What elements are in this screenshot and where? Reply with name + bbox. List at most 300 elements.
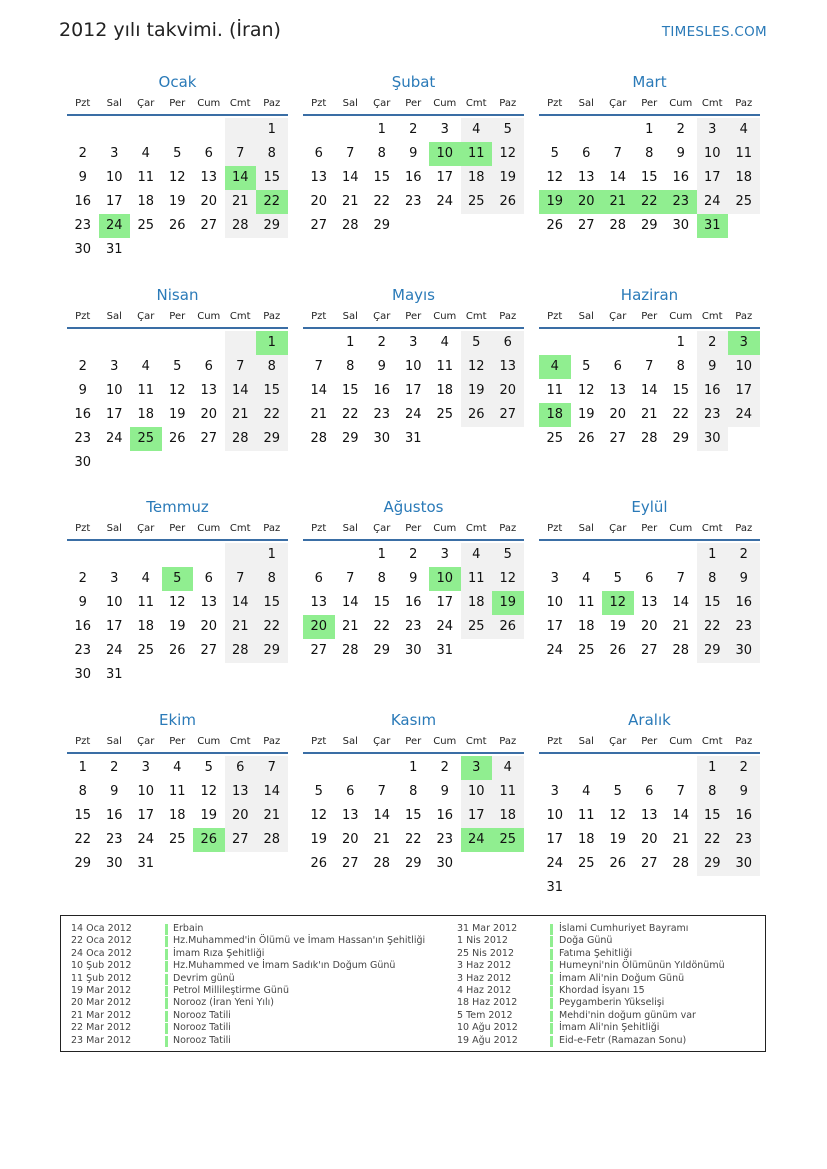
day-cell: 10 xyxy=(461,780,493,804)
weekday-label: Cmt xyxy=(229,98,251,109)
day-cell: 28 xyxy=(373,856,391,871)
day-cell: 3 xyxy=(440,122,449,137)
holiday-marker xyxy=(550,1036,553,1047)
empty-cell xyxy=(571,876,603,900)
weekday-label: Sal xyxy=(578,98,594,109)
day-cell: 17 xyxy=(697,166,729,190)
empty-cell xyxy=(665,876,697,900)
weekday-label: Cmt xyxy=(701,98,723,109)
day-cell: 27 xyxy=(200,218,218,233)
day-cell: 7 xyxy=(346,146,355,161)
weekday-label: Cmt xyxy=(701,311,723,322)
holiday-marker xyxy=(550,924,553,935)
page-title: 2012 yılı takvimi. (İran) xyxy=(59,19,281,41)
weekday-label: Pzt xyxy=(547,311,563,322)
day-cell: 11 xyxy=(546,383,564,398)
empty-cell xyxy=(225,663,257,687)
day-cell: 8 xyxy=(697,780,729,804)
holiday-name: Hz.Muhammed ve İmam Sadık'ın Doğum Günü xyxy=(173,960,396,972)
day-cell: 12 xyxy=(602,591,634,615)
day-cell: 23 xyxy=(74,643,92,658)
weekday-label: Çar xyxy=(137,311,155,322)
day-cell: 10 xyxy=(546,808,564,823)
weekday-label: Paz xyxy=(735,736,753,747)
day-cell: 21 xyxy=(672,832,690,847)
empty-cell xyxy=(634,876,666,900)
holiday-date: 19 Mar 2012 xyxy=(71,984,132,996)
day-cell: 11 xyxy=(577,808,595,823)
day-grid xyxy=(539,543,760,663)
day-cell: 10 xyxy=(404,359,422,374)
day-cell: 23 xyxy=(74,431,92,446)
day-cell: 11 xyxy=(492,780,524,804)
day-cell: 4 xyxy=(461,543,493,567)
day-cell: 19 xyxy=(461,379,493,403)
day-cell: 14 xyxy=(256,780,288,804)
day-cell: 28 xyxy=(609,218,627,233)
empty-cell xyxy=(728,214,760,238)
empty-cell xyxy=(539,331,571,355)
holiday-marker xyxy=(165,936,168,947)
empty-cell xyxy=(130,118,162,142)
day-cell: 12 xyxy=(200,784,218,799)
empty-cell xyxy=(193,238,225,262)
day-cell: 21 xyxy=(373,832,391,847)
holiday-column-right xyxy=(457,923,757,1047)
month-divider xyxy=(303,327,524,329)
day-cell: 11 xyxy=(461,567,493,591)
empty-cell xyxy=(162,331,194,355)
day-cell: 4 xyxy=(461,118,493,142)
day-cell: 13 xyxy=(310,170,328,185)
day-cell: 8 xyxy=(377,571,386,586)
day-cell: 13 xyxy=(640,595,658,610)
holiday-row xyxy=(457,985,757,997)
empty-cell xyxy=(697,876,729,900)
day-cell: 22 xyxy=(256,190,288,214)
day-cell: 30 xyxy=(74,667,92,682)
day-cell: 18 xyxy=(137,407,155,422)
weekday-label: Pzt xyxy=(75,523,91,534)
day-cell: 10 xyxy=(105,383,123,398)
day-cell: 21 xyxy=(341,619,359,634)
month-name: Eylül xyxy=(631,498,668,516)
holiday-name: Eid-e-Fetr (Ramazan Sonu) xyxy=(559,1034,687,1046)
day-cell: 9 xyxy=(409,146,418,161)
weekday-label: Cum xyxy=(669,98,693,109)
holiday-row xyxy=(71,1010,411,1022)
day-cell: 14 xyxy=(225,591,257,615)
day-cell: 6 xyxy=(582,146,591,161)
month-0 xyxy=(67,72,288,262)
day-cell: 7 xyxy=(225,567,257,591)
weekday-label: Çar xyxy=(137,98,155,109)
holiday-row xyxy=(457,923,757,935)
holiday-row xyxy=(71,985,411,997)
day-cell: 7 xyxy=(676,571,685,586)
day-grid xyxy=(67,543,288,687)
day-cell: 21 xyxy=(640,407,658,422)
day-cell: 15 xyxy=(373,595,391,610)
empty-cell xyxy=(728,876,760,900)
weekday-label: Per xyxy=(641,736,658,747)
weekday-header xyxy=(539,94,760,114)
day-cell: 24 xyxy=(137,832,155,847)
day-cell: 30 xyxy=(672,218,690,233)
day-cell: 17 xyxy=(105,407,123,422)
day-cell: 21 xyxy=(256,804,288,828)
weekday-label: Çar xyxy=(373,311,391,322)
day-cell: 21 xyxy=(310,407,328,422)
empty-cell xyxy=(303,118,335,142)
empty-cell xyxy=(492,852,524,876)
day-cell: 2 xyxy=(728,756,760,780)
holiday-row xyxy=(71,948,411,960)
day-cell: 14 xyxy=(225,379,257,403)
day-cell: 23 xyxy=(697,403,729,427)
holiday-row xyxy=(457,960,757,972)
holiday-name: Peygamberin Yükselişi xyxy=(559,997,665,1009)
weekday-label: Per xyxy=(405,311,422,322)
day-cell: 5 xyxy=(204,760,213,775)
day-cell: 3 xyxy=(110,571,119,586)
weekday-label: Paz xyxy=(263,98,281,109)
weekday-label: Pzt xyxy=(547,523,563,534)
day-cell: 27 xyxy=(200,643,218,658)
empty-cell xyxy=(225,331,257,355)
day-cell: 8 xyxy=(256,567,288,591)
empty-cell xyxy=(602,756,634,780)
day-cell: 22 xyxy=(256,615,288,639)
weekday-label: Pzt xyxy=(547,736,563,747)
day-cell: 11 xyxy=(137,595,155,610)
day-cell: 23 xyxy=(373,407,391,422)
empty-cell xyxy=(634,543,666,567)
empty-cell xyxy=(335,118,367,142)
weekday-label: Per xyxy=(169,736,186,747)
day-cell: 31 xyxy=(105,667,123,682)
day-cell: 28 xyxy=(672,643,690,658)
weekday-label: Çar xyxy=(609,736,627,747)
day-cell: 31 xyxy=(105,242,123,257)
weekday-label: Çar xyxy=(609,98,627,109)
day-cell: 30 xyxy=(728,639,760,663)
holiday-name: Norooz Tatili xyxy=(173,1034,231,1046)
empty-cell xyxy=(130,331,162,355)
empty-cell xyxy=(335,543,367,567)
holiday-row xyxy=(71,997,411,1009)
day-cell: 26 xyxy=(168,643,186,658)
day-cell: 31 xyxy=(546,880,564,895)
weekday-label: Paz xyxy=(735,311,753,322)
day-cell: 18 xyxy=(577,832,595,847)
day-cell: 8 xyxy=(256,142,288,166)
holiday-marker xyxy=(165,986,168,997)
holiday-date: 11 Şub 2012 xyxy=(71,972,132,984)
day-cell: 12 xyxy=(168,170,186,185)
day-cell: 27 xyxy=(341,856,359,871)
weekday-label: Cum xyxy=(669,736,693,747)
empty-cell xyxy=(256,852,288,876)
empty-cell xyxy=(225,852,257,876)
day-cell: 4 xyxy=(728,118,760,142)
day-cell: 31 xyxy=(137,856,155,871)
weekday-label: Per xyxy=(405,98,422,109)
weekday-label: Per xyxy=(405,523,422,534)
day-cell: 16 xyxy=(436,808,454,823)
day-cell: 22 xyxy=(697,828,729,852)
day-cell: 25 xyxy=(461,615,493,639)
holiday-name: Khordad İsyanı 15 xyxy=(559,984,645,996)
day-cell: 18 xyxy=(168,808,186,823)
holiday-row xyxy=(457,973,757,985)
day-cell: 6 xyxy=(645,571,654,586)
day-cell: 24 xyxy=(105,431,123,446)
day-cell: 27 xyxy=(310,643,328,658)
weekday-header xyxy=(539,519,760,539)
day-cell: 22 xyxy=(373,194,391,209)
day-cell: 20 xyxy=(225,804,257,828)
month-1 xyxy=(303,72,524,238)
day-cell: 27 xyxy=(577,218,595,233)
day-cell: 18 xyxy=(436,383,454,398)
day-cell: 7 xyxy=(314,359,323,374)
day-cell: 14 xyxy=(672,808,690,823)
day-cell: 29 xyxy=(256,214,288,238)
weekday-label: Çar xyxy=(373,736,391,747)
holiday-name: İslami Cumhuriyet Bayramı xyxy=(559,923,689,934)
day-cell: 26 xyxy=(168,218,186,233)
holiday-name: Norooz Tatili xyxy=(173,1022,231,1034)
day-cell: 9 xyxy=(697,355,729,379)
day-cell: 16 xyxy=(74,194,92,209)
day-cell: 17 xyxy=(436,170,454,185)
weekday-label: Paz xyxy=(263,523,281,534)
day-cell: 12 xyxy=(492,142,524,166)
holiday-date: 20 Mar 2012 xyxy=(71,997,132,1009)
day-cell: 6 xyxy=(204,146,213,161)
empty-cell xyxy=(162,238,194,262)
day-grid xyxy=(67,756,288,876)
weekday-label: Per xyxy=(169,311,186,322)
day-cell: 11 xyxy=(168,784,186,799)
day-cell: 10 xyxy=(429,142,461,166)
weekday-label: Cmt xyxy=(465,311,487,322)
day-cell: 13 xyxy=(577,170,595,185)
day-cell: 24 xyxy=(99,214,131,238)
day-cell: 2 xyxy=(697,331,729,355)
day-cell: 3 xyxy=(550,784,559,799)
day-cell: 25 xyxy=(577,856,595,871)
holiday-marker xyxy=(550,986,553,997)
day-cell: 26 xyxy=(310,856,328,871)
weekday-label: Sal xyxy=(342,736,358,747)
empty-cell xyxy=(602,876,634,900)
empty-cell xyxy=(492,427,524,451)
day-cell: 28 xyxy=(225,639,257,663)
day-cell: 17 xyxy=(546,832,564,847)
month-11 xyxy=(539,710,760,900)
day-cell: 29 xyxy=(256,427,288,451)
empty-cell xyxy=(99,451,131,475)
day-cell: 8 xyxy=(697,567,729,591)
weekday-label: Sal xyxy=(578,523,594,534)
day-cell: 6 xyxy=(314,571,323,586)
day-cell: 8 xyxy=(676,359,685,374)
holiday-name: Mehdi'nin doğum günüm var xyxy=(559,1009,696,1021)
month-name: Nisan xyxy=(156,286,199,304)
holiday-name: Hz.Muhammed'in Ölümü ve İmam Hassan'ın Şehitliği xyxy=(173,935,426,947)
day-cell: 11 xyxy=(728,142,760,166)
empty-cell xyxy=(429,214,461,238)
day-cell: 28 xyxy=(256,828,288,852)
day-cell: 25 xyxy=(168,832,186,847)
day-cell: 31 xyxy=(404,431,422,446)
day-cell: 6 xyxy=(204,359,213,374)
day-cell: 16 xyxy=(697,379,729,403)
empty-cell xyxy=(193,118,225,142)
day-cell: 9 xyxy=(110,784,119,799)
day-cell: 1 xyxy=(377,122,386,137)
day-cell: 14 xyxy=(341,595,359,610)
day-cell: 25 xyxy=(130,427,162,451)
empty-cell xyxy=(492,639,524,663)
day-cell: 19 xyxy=(200,808,218,823)
month-5 xyxy=(539,285,760,451)
day-grid xyxy=(303,118,524,238)
day-cell: 6 xyxy=(346,784,355,799)
day-cell: 4 xyxy=(141,146,150,161)
holiday-marker xyxy=(550,936,553,947)
holiday-row xyxy=(457,1022,757,1034)
day-cell: 16 xyxy=(105,808,123,823)
empty-cell xyxy=(461,427,493,451)
weekday-header xyxy=(303,94,524,114)
day-cell: 19 xyxy=(577,407,595,422)
day-cell: 5 xyxy=(314,784,323,799)
day-cell: 28 xyxy=(341,643,359,658)
weekday-label: Cmt xyxy=(229,523,251,534)
holiday-marker xyxy=(550,1023,553,1034)
weekday-label: Cmt xyxy=(465,98,487,109)
day-cell: 5 xyxy=(613,784,622,799)
day-cell: 17 xyxy=(404,383,422,398)
month-7 xyxy=(303,497,524,663)
day-cell: 28 xyxy=(672,856,690,871)
day-cell: 17 xyxy=(137,808,155,823)
weekday-label: Cmt xyxy=(229,311,251,322)
weekday-label: Paz xyxy=(735,98,753,109)
holiday-row xyxy=(71,1035,411,1047)
holiday-date: 3 Haz 2012 xyxy=(457,960,512,972)
day-cell: 25 xyxy=(436,407,454,422)
holiday-date: 10 Şub 2012 xyxy=(71,960,132,972)
empty-cell xyxy=(571,118,603,142)
day-cell: 20 xyxy=(640,619,658,634)
month-name: Haziran xyxy=(620,286,679,304)
empty-cell xyxy=(193,543,225,567)
day-cell: 20 xyxy=(341,832,359,847)
day-cell: 9 xyxy=(728,567,760,591)
day-cell: 14 xyxy=(341,170,359,185)
day-cell: 5 xyxy=(492,543,524,567)
holiday-row xyxy=(457,935,757,947)
day-cell: 28 xyxy=(341,218,359,233)
weekday-label: Cmt xyxy=(465,736,487,747)
day-cell: 20 xyxy=(303,615,335,639)
day-cell: 24 xyxy=(697,190,729,214)
empty-cell xyxy=(665,756,697,780)
day-cell: 8 xyxy=(78,784,87,799)
day-cell: 8 xyxy=(377,146,386,161)
empty-cell xyxy=(225,451,257,475)
weekday-label: Pzt xyxy=(547,98,563,109)
day-cell: 2 xyxy=(78,146,87,161)
day-cell: 6 xyxy=(225,756,257,780)
empty-cell xyxy=(162,663,194,687)
weekday-label: Paz xyxy=(499,311,517,322)
day-cell: 3 xyxy=(110,359,119,374)
day-cell: 21 xyxy=(225,615,257,639)
day-cell: 23 xyxy=(404,194,422,209)
holiday-marker xyxy=(165,974,168,985)
day-cell: 2 xyxy=(409,122,418,137)
day-cell: 19 xyxy=(539,190,571,214)
brand-link[interactable]: TIMESLES.COM xyxy=(661,24,767,40)
empty-cell xyxy=(665,543,697,567)
day-cell: 17 xyxy=(105,194,123,209)
holiday-date: 1 Nis 2012 xyxy=(457,935,508,947)
day-grid xyxy=(539,756,760,900)
day-cell: 14 xyxy=(373,808,391,823)
empty-cell xyxy=(256,663,288,687)
day-cell: 19 xyxy=(168,407,186,422)
empty-cell xyxy=(193,663,225,687)
holiday-date: 19 Ağu 2012 xyxy=(457,1034,518,1046)
weekday-label: Sal xyxy=(342,98,358,109)
holiday-date: 25 Nis 2012 xyxy=(457,947,514,959)
day-cell: 30 xyxy=(74,242,92,257)
day-cell: 25 xyxy=(728,190,760,214)
day-cell: 15 xyxy=(672,383,690,398)
day-cell: 29 xyxy=(672,431,690,446)
day-cell: 21 xyxy=(225,190,257,214)
weekday-label: Sal xyxy=(106,311,122,322)
day-cell: 1 xyxy=(676,335,685,350)
day-cell: 15 xyxy=(256,379,288,403)
day-cell: 15 xyxy=(341,383,359,398)
month-6 xyxy=(67,497,288,687)
holiday-name: İmam Rıza Şehitliği xyxy=(173,947,265,959)
day-cell: 27 xyxy=(310,218,328,233)
day-cell: 29 xyxy=(373,218,391,233)
weekday-header xyxy=(67,307,288,327)
day-cell: 5 xyxy=(162,567,194,591)
day-cell: 2 xyxy=(110,760,119,775)
weekday-header xyxy=(67,519,288,539)
day-cell: 16 xyxy=(728,804,760,828)
weekday-label: Çar xyxy=(137,523,155,534)
day-cell: 27 xyxy=(200,431,218,446)
day-cell: 11 xyxy=(436,359,454,374)
day-cell: 27 xyxy=(225,828,257,852)
holiday-date: 10 Ağu 2012 xyxy=(457,1022,518,1034)
day-cell: 22 xyxy=(404,832,422,847)
holiday-row xyxy=(71,1022,411,1034)
day-cell: 7 xyxy=(676,784,685,799)
holiday-date: 5 Tem 2012 xyxy=(457,1009,513,1021)
day-cell: 20 xyxy=(492,379,524,403)
